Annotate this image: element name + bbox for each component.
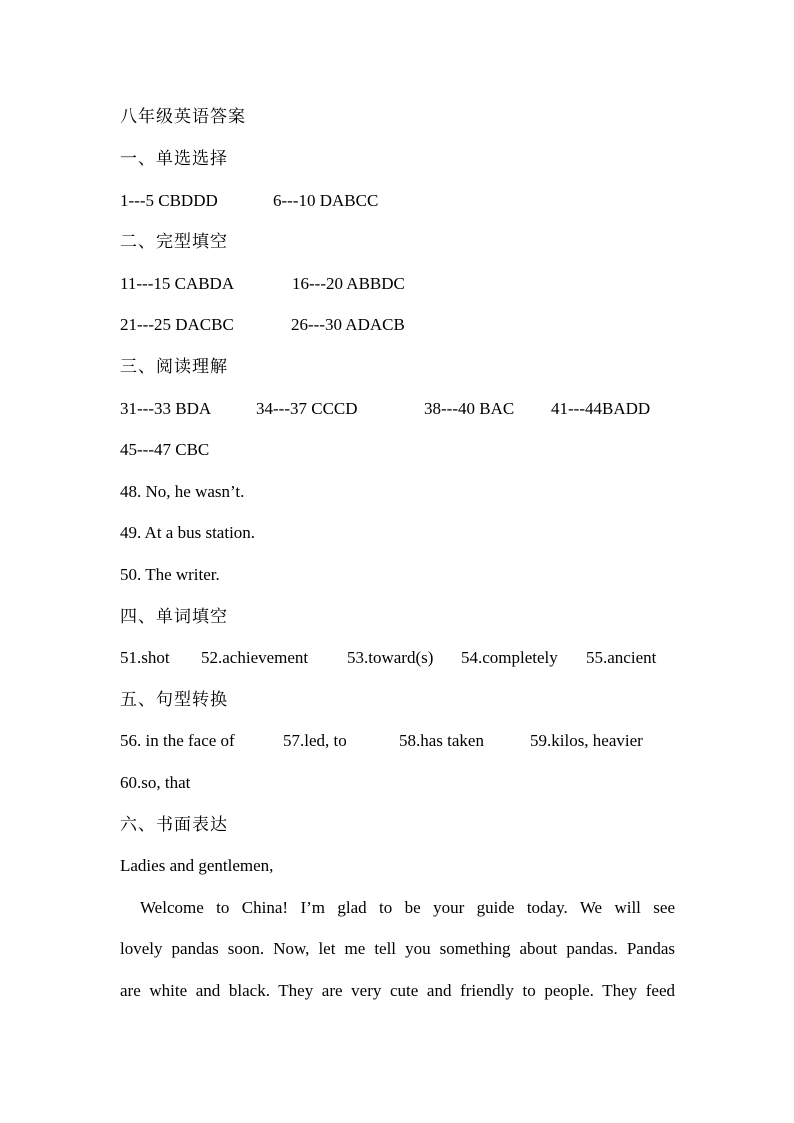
answer-phrase: 58.has taken — [399, 731, 484, 750]
answer-50: 50. The writer. — [120, 565, 220, 584]
section-1-answers — [120, 190, 680, 212]
essay-line: are white and black. They are very cute and friendly to people. They feed — [120, 981, 675, 1000]
section-2-row-2 — [120, 314, 680, 336]
section-5-answers — [120, 730, 680, 752]
section-2-heading: 二、完型填空 — [120, 232, 228, 252]
answer-group: 21---25 DACBC — [120, 315, 234, 334]
essay-line: lovely pandas soon. Now, let me tell you something about pandas. Pandas — [120, 939, 675, 958]
essay-line: Welcome to China! I’m glad to be your guide today. We will see — [140, 898, 675, 917]
section-3-heading: 三、阅读理解 — [120, 357, 228, 377]
answer-group: 1---5 CBDDD — [120, 191, 218, 210]
answer-group: 26---30 ADACB — [291, 315, 405, 334]
answer-49: 49. At a bus station. — [120, 523, 256, 542]
answer-group: 11---15 CABDA — [120, 274, 235, 293]
answer-group: 16---20 ABBDC — [292, 274, 405, 293]
answer-phrase: 57.led, to — [283, 731, 347, 750]
section-4-answers — [120, 647, 680, 669]
answer-group: 38---40 BAC — [424, 399, 515, 418]
answer-word: 55.ancient — [586, 648, 657, 667]
section-6-heading: 六、书面表达 — [120, 815, 228, 835]
answer-word: 52.achievement — [201, 648, 309, 667]
section-3-row-1 — [120, 398, 680, 420]
answer-60: 60.so, that — [120, 773, 191, 792]
document-title: 八年级英语答案 — [120, 107, 246, 127]
answer-group: 34---37 CCCD — [256, 399, 358, 418]
answer-phrase: 56. in the face of — [120, 731, 235, 750]
section-5-heading: 五、句型转换 — [120, 690, 228, 710]
section-3-row-2: 45---47 CBC — [120, 440, 210, 459]
section-4-heading: 四、单词填空 — [120, 607, 228, 627]
answer-group: 6---10 DABCC — [273, 191, 379, 210]
answer-word: 54.completely — [461, 648, 558, 667]
answer-group: 31---33 BDA — [120, 399, 212, 418]
answer-group: 41---44BADD — [551, 399, 651, 418]
answer-phrase: 59.kilos, heavier — [530, 731, 643, 750]
answer-48: 48. No, he wasn’t. — [120, 482, 245, 501]
section-2-row-1 — [120, 273, 680, 295]
answer-word: 51.shot — [120, 648, 170, 667]
section-1-heading: 一、单选选择 — [120, 149, 228, 169]
answer-word: 53.toward(s) — [347, 648, 434, 667]
essay-salutation: Ladies and gentlemen, — [120, 856, 274, 875]
